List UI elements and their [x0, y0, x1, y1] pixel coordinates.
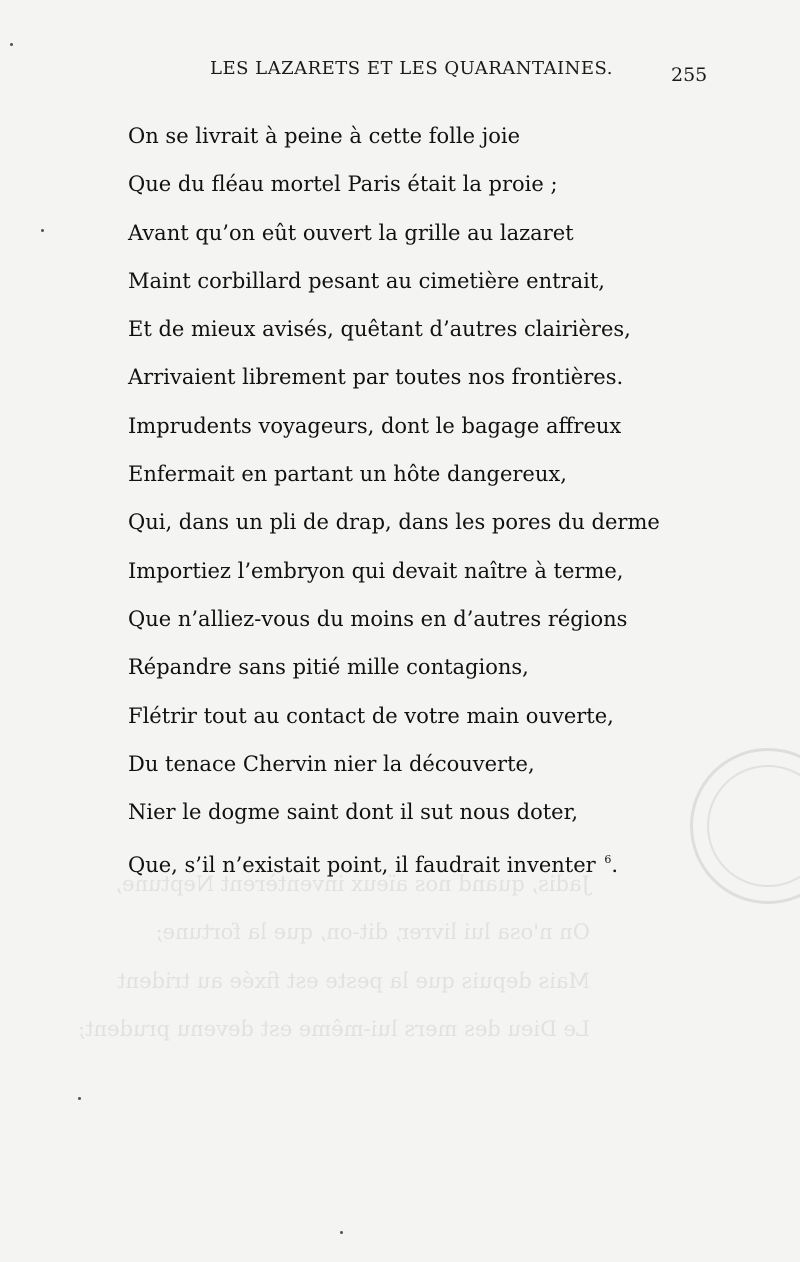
bleed-line: Jadis, quand nos aïeux inventèrent Neptune,	[115, 872, 590, 896]
margin-speck	[41, 229, 44, 232]
verse-line: Enfermait en partant un hôte dangereux,	[128, 462, 567, 487]
verse-line: Que n’alliez-vous du moins en d’autres régions	[128, 606, 628, 631]
verse-line: Maint corbillard pesant au cimetière entrait,	[128, 268, 605, 293]
verse-line: Avant qu’on eût ouvert la grille au lazaret	[128, 220, 574, 245]
verse-line: On se livrait à peine à cette folle joie	[128, 124, 521, 148]
verse-line: Du tenace Chervin nier la découverte,	[128, 751, 535, 776]
verse-line: Importiez l’embryon qui devait naître à terme,	[128, 558, 624, 583]
margin-speck	[340, 1231, 343, 1234]
footnote-marker: 6	[604, 853, 612, 867]
bleed-line: On n'osa lui livrer, dit-on, que la fortune;	[155, 920, 590, 945]
verse-line: Et de mieux avisés, quêtant d’autres clairières,	[128, 317, 631, 342]
verse-line: Arrivaient librement par toutes nos frontières.	[128, 365, 624, 390]
verse-line: Répandre sans pitié mille contagions,	[128, 655, 529, 680]
margin-speck	[10, 43, 13, 46]
margin-speck	[78, 1097, 81, 1100]
bleed-line: Mais depuis que la peste est fixée au trident	[117, 968, 590, 993]
verse-line: Imprudents voyageurs, dont le bagage affreux	[128, 413, 622, 438]
poem-body	[128, 112, 728, 890]
verse-line: Nier le dogme saint dont il sut nous doter,	[128, 800, 579, 825]
running-head: LES LAZARETS ET LES QUARANTAINES.	[210, 58, 613, 79]
verse-line-last	[128, 836, 728, 889]
verse-line: Flétrir tout au contact de votre main ouverte,	[128, 703, 614, 728]
verse-line: Que du fléau mortel Paris était la proie ;	[128, 172, 558, 197]
page-number: 255	[671, 64, 708, 86]
verse-end-period: .	[611, 853, 619, 878]
verse-line: Qui, dans un pli de drap, dans les pores du derme	[128, 510, 660, 535]
bleed-line: Le Dieu des mers lui-même est devenu prudent;	[78, 1016, 590, 1041]
verse-line-text: Que, s’il n’existait point, il faudrait inventer	[128, 853, 596, 878]
